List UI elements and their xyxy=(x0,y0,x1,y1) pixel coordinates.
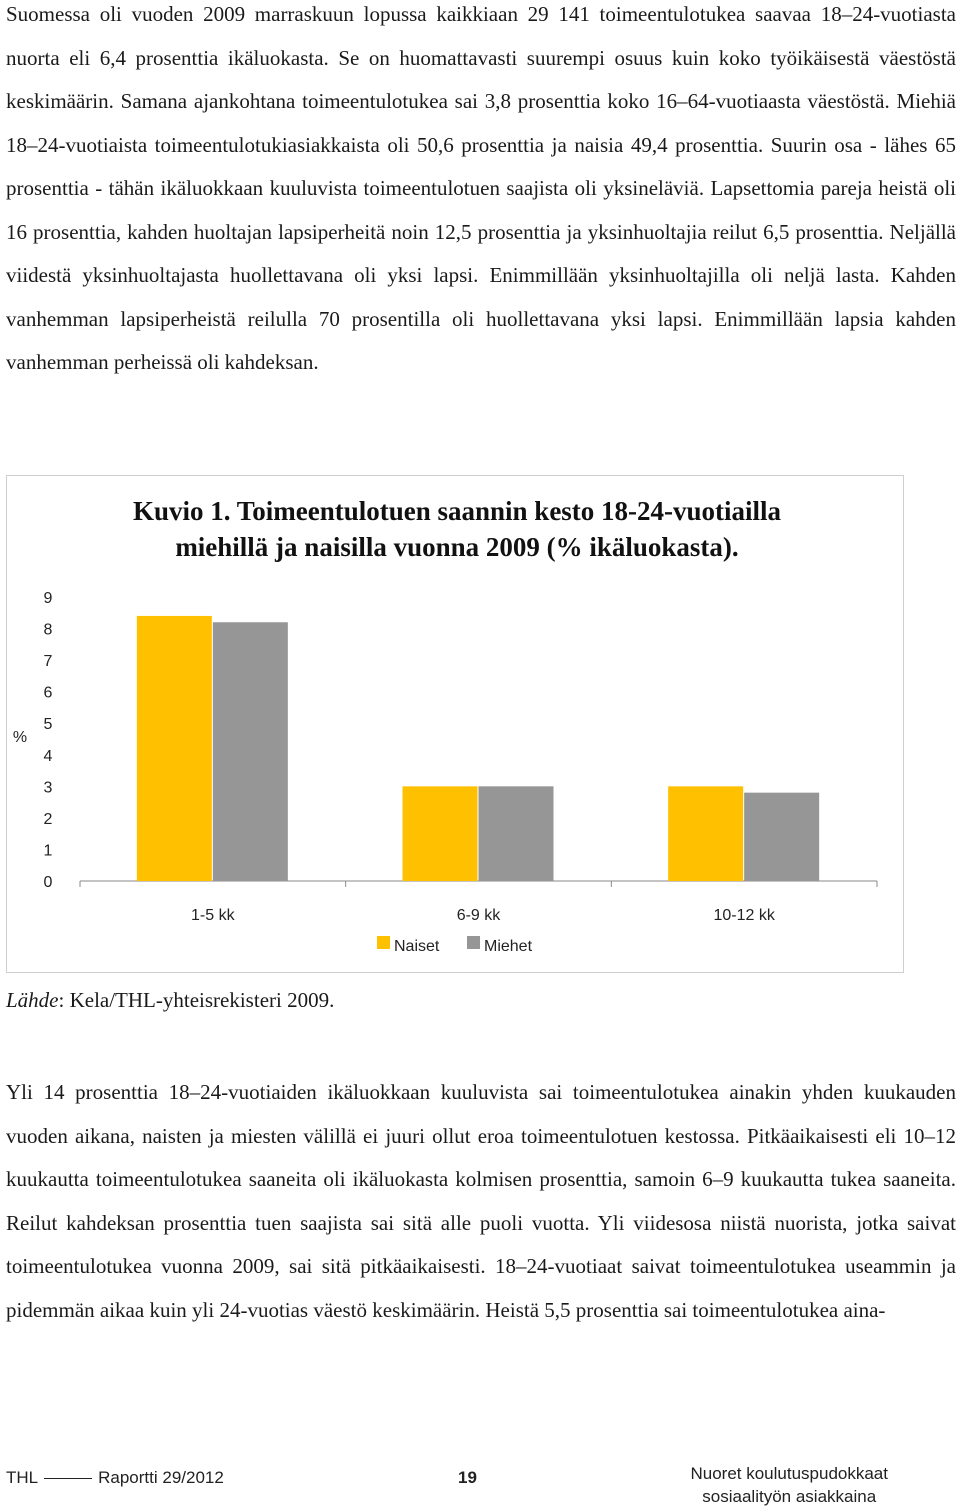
legend-label-miehet: Miehet xyxy=(484,938,533,955)
bar-naiset xyxy=(668,786,743,881)
bar-miehet xyxy=(479,786,554,881)
chart-title-line-2: miehillä ja naisilla vuonna 2009 (% ikäluokasta). xyxy=(175,532,739,562)
x-category-label: 10-12 kk xyxy=(713,907,775,924)
y-tick-label: 7 xyxy=(43,653,53,671)
y-tick-label: 4 xyxy=(43,747,53,765)
y-tick-label: 1 xyxy=(43,842,53,860)
y-tick-label: 8 xyxy=(43,621,53,639)
bar-miehet xyxy=(744,793,819,881)
legend-swatch-naiset xyxy=(377,936,390,949)
footer-title-line-1: Nuoret koulutuspudokkaat xyxy=(690,1464,888,1483)
x-category-label: 6-9 kk xyxy=(456,907,501,924)
bar-naiset xyxy=(403,786,478,881)
footer-report xyxy=(6,1468,224,1488)
footer-title-line-2: sosiaalityön asiakkaina xyxy=(702,1487,877,1506)
y-axis-label: % xyxy=(12,729,28,746)
x-category-label: 1-5 kk xyxy=(191,907,235,924)
legend-swatch-miehet xyxy=(467,936,480,949)
footer-report-number: Raportti 29/2012 xyxy=(98,1468,224,1487)
paragraph-1: Suomessa oli vuoden 2009 marraskuun lopussa kaikkiaan 29 141 toimeentulotukea saavaa 18–24-vuotiasta nuorta eli 6,4 prosenttia ikäluokasta. Se on huomattavasti suurempi osuus kuin koko työikäisestä väestöstä keskimäärin. Samana ajankohtana toimeentulotukea sai 3,8 prosenttia koko 16–64-vuotiaasta väestöstä. Miehiä 18–24-vuotiaista toimeentulotukiasiakkaista oli 50,6 prosenttia ja naisia 49,4 prosenttia. Suurin osa - lähes 65 prosenttia - tähän ikäluokkaan kuuluvista toimeentulotuen saajista oli yksineläviä. Lapsettomia pareja heistä oli 16 prosenttia, kahden huoltajan lapsiperheitä noin 12,5 prosenttia ja yksinhuoltajia reilut 6,5 prosenttia. Neljällä viidestä yksinhuoltajasta huollettavana oli yksi lapsi. Enimmillään yksinhuoltajilla oli neljä lasta. Kahden vanhemman lapsiperheistä reilulla 70 prosentilla oli huollettavana yksi lapsi. Enimmillään lapsia kahden vanhemman perheissä oli kahdeksan. xyxy=(6,2,956,374)
footer-publisher: THL xyxy=(6,1468,39,1487)
legend-label-naiset: Naiset xyxy=(394,938,440,955)
figure-source xyxy=(6,986,334,1014)
footer-dash xyxy=(44,1478,92,1479)
source-label: Lähde xyxy=(6,988,59,1012)
bar-miehet xyxy=(213,622,288,881)
footer-title xyxy=(690,1462,888,1508)
y-tick-label: 2 xyxy=(43,810,53,828)
y-tick-label: 5 xyxy=(43,716,53,734)
source-text: : Kela/THL-yhteisrekisteri 2009. xyxy=(58,988,335,1012)
paragraph-2: Yli 14 prosenttia 18–24-vuotiaiden ikäluokkaan kuuluvista sai toimeentulotukea ainakin yhden kuukauden vuoden aikana, naisten ja miesten välillä ei juuri ollut eroa toimeentulotuen kestossa. Pitkäaikaisesti eli 10–12 kuukautta toimeentulotukea saaneita oli ikäluokasta kolmisen prosenttia, samoin 6–9 kuukautta tukea saaneita. Reilut kahdeksan prosenttia tuen saajista sai sitä alle puoli vuotta. Yli viidesosa niistä nuorista, jotka saivat toimeentulotukea vuonna 2009, sai sitä pitkäaikaisesti. 18–24-vuotiaat saivat toimeentulotukea useammin ja pidemmän aikaa kuin yli 24-vuotias väestö keskimäärin. Heistä 5,5 prosenttia sai toimeentulotukea aina- xyxy=(6,1080,956,1322)
y-tick-label: 0 xyxy=(43,874,53,891)
bar-naiset xyxy=(137,616,212,881)
y-tick-label: 6 xyxy=(43,684,53,702)
y-tick-label: 3 xyxy=(43,779,53,797)
page-number: 19 xyxy=(458,1468,477,1487)
chart-title-line-1: Kuvio 1. Toimeentulotuen saannin kesto 18-24-vuotiailla xyxy=(132,496,782,526)
y-tick-label: 9 xyxy=(43,590,53,607)
